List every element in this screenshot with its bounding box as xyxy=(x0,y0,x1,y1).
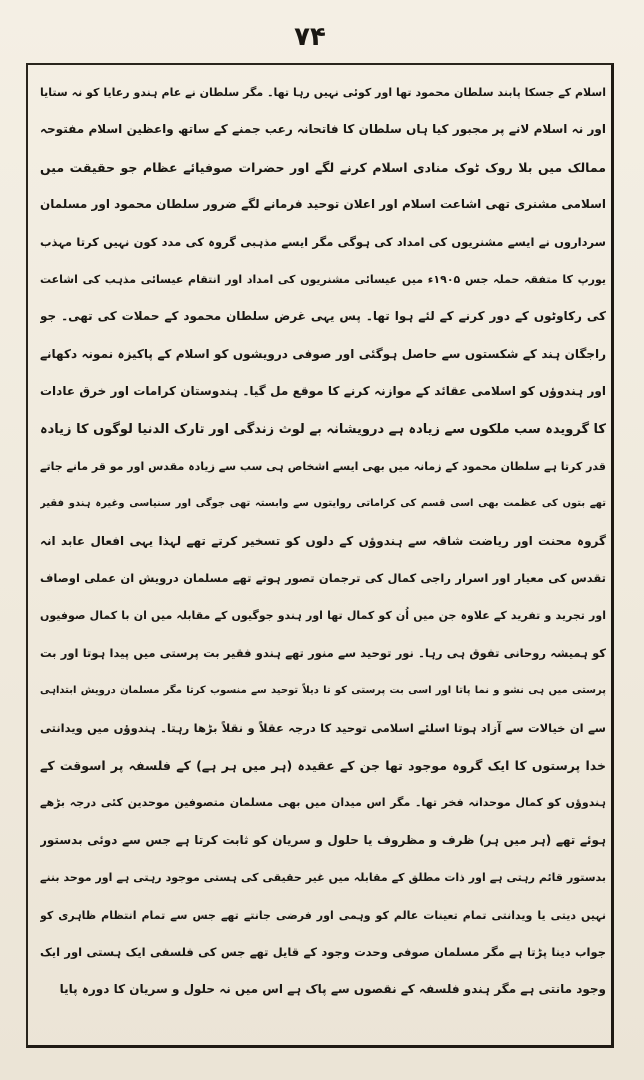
text-line: راجگان ہند کے شکستوں سے حاصل ہوگئی اور صوفی درویشوں کو اسلام کے پاکیزہ نمونہ دکھانے xyxy=(40,346,606,361)
text-line: گروہ محنت اور ریاضت شاقہ سے ہندوؤں کے دلوں کو تسخیر کرتے تھے لہذا یہی افعال عابد انہ xyxy=(40,533,606,548)
text-line: اور ہندوؤں کو اسلامی عقائد کے موازنہ کرنے کا موقع مل گیا۔ ہندوستان کرامات اور خرق عادات xyxy=(40,384,606,399)
text-line: پرستی میں ہی نشو و نما پاتا اور اسی بت پرستی کو تا دیلاً توحید سے منسوب کرتا مگر مسلمان درویش ابتداہی xyxy=(40,685,606,697)
text-line: ہوئے تھے (ہر میں ہر) ظرف و مظروف یا حلول و سریان کو ثابت کرتا ہے جس سے دوئی بدستور xyxy=(40,832,606,847)
text-line: اسلام کے جسکا پابند سلطان محمود تھا اور کوئی نہیں رہا تھا۔ مگر سلطان نے عام ہندو رعایا کو نہ ستایا xyxy=(40,86,606,99)
text-line: کی رکاوٹوں کے دور کرنے کے لئے ہوا تھا۔ پس یہی غرض سلطان محمود کے حملات کی تھی۔ جو xyxy=(40,309,606,324)
text-line: ممالک میں بلا روک ٹوک منادی اسلام کرنے لگے اور حضرات صوفیائے عظام جو حقیقت میں xyxy=(40,159,606,175)
text-line: یورپ کا متفقہ حملہ جس ۱۹۰۵ء میں عیسائی مشنریوں کی امداد اور انتقام عیسائی مذہب کی اشاعت xyxy=(40,272,606,286)
text-line: نہیں دیتی یا ویدانتی تمام تعینات عالم کو وہمی اور فرضی جانتے تھے جس سے تمام انتظام ظاہری کو xyxy=(40,908,606,922)
text-line: قدر کرتا ہے سلطان محمود کے زمانہ میں بھی ایسے اشخاص ہی سب سے زیادہ مقدس اور مو قر مانے جاتے xyxy=(40,459,606,473)
text-line: اسلامی مشنری تھی اشاعت اسلام اور اعلان توحید فرمانے لگے ضرور سلطان محمود اور مسلمان xyxy=(40,197,606,212)
text-line: کا گرویدہ سب ملکوں سے زیادہ ہے درویشانہ بے لوث زندگی اور تارک الدنیا لوگوں کا زیادہ xyxy=(40,421,606,437)
page-number: ۷۴ xyxy=(294,22,326,52)
text-line: وجود مانتی ہے مگر ہندو فلسفہ کے نقصوں سے پاک ہے اس میں نہ حلول و سریان کا دورہ پایا xyxy=(59,982,606,997)
text-line: سرداروں نے ایسے مشنریوں کی امداد کی ہوگی مگر ایسے مذہبی گروہ کی مدد کون نہیں کرتا مہذب xyxy=(40,234,606,249)
text-line: خدا پرستوں کا ایک گروہ موجود تھا جن کے عقیدہ (ہر میں ہر ہے) کے فلسفہ پر اسوقت کے xyxy=(40,758,606,774)
text-line: تقدس کی معیار اور اسرار راجی کمال کی ترجمان تصور ہوتے تھے مسلمان درویش ان عملی اوصاف xyxy=(40,571,606,586)
text-line: تھے بتوں کی عظمت بھی اسی قسم کی کراماتی روایتوں سے وابستہ تھی جوگی اور سنیاسی وغیرہ ہندو فقیر xyxy=(40,498,606,510)
text-line: جواب دینا پڑتا ہے مگر مسلمان صوفی وحدت وجود کے قایل تھے جس کی فلسفی ایک ہستی اور ایک xyxy=(40,944,606,959)
text-line: کو ہمیشہ روحانی تفوق ہی رہا۔ نور توحید سے منور تھے ہندو فقیر بت پرستی میں پیدا ہوتا اور بت xyxy=(40,645,606,660)
text-line: اور نہ اسلام لانے پر مجبور کیا ہاں سلطان کا فاتحانہ رعب جمنے کے ساتھ واعظین اسلام مفتوحہ xyxy=(40,122,606,137)
text-line: ہندوؤں کو کمال موحدانہ فخر تھا۔ مگر اس میدان میں بھی مسلمان متصوفین موحدین کئی درجہ بڑھے xyxy=(40,796,606,810)
text-line: اور تجرید و تفرید کے علاوہ جن میں اُن کو کمال تھا اور ہندو جوگیوں کے مقابلہ میں ان با کمال صوفیوں xyxy=(40,609,606,623)
urdu-text-block xyxy=(40,74,606,1009)
text-line: بدستور قائم رہتی ہے اور ذات مطلق کے مقابلہ میں غیر حقیقی کی ہستی موجود رہتی ہے اور موحد بننے xyxy=(40,871,606,885)
text-line: سے ان خیالات سے آزاد ہوتا اسلئے اسلامی توحید کا درجہ عقلاً و نقلاً بڑھا رہتا۔ ہندوؤں میں ویدانتی xyxy=(40,720,606,735)
